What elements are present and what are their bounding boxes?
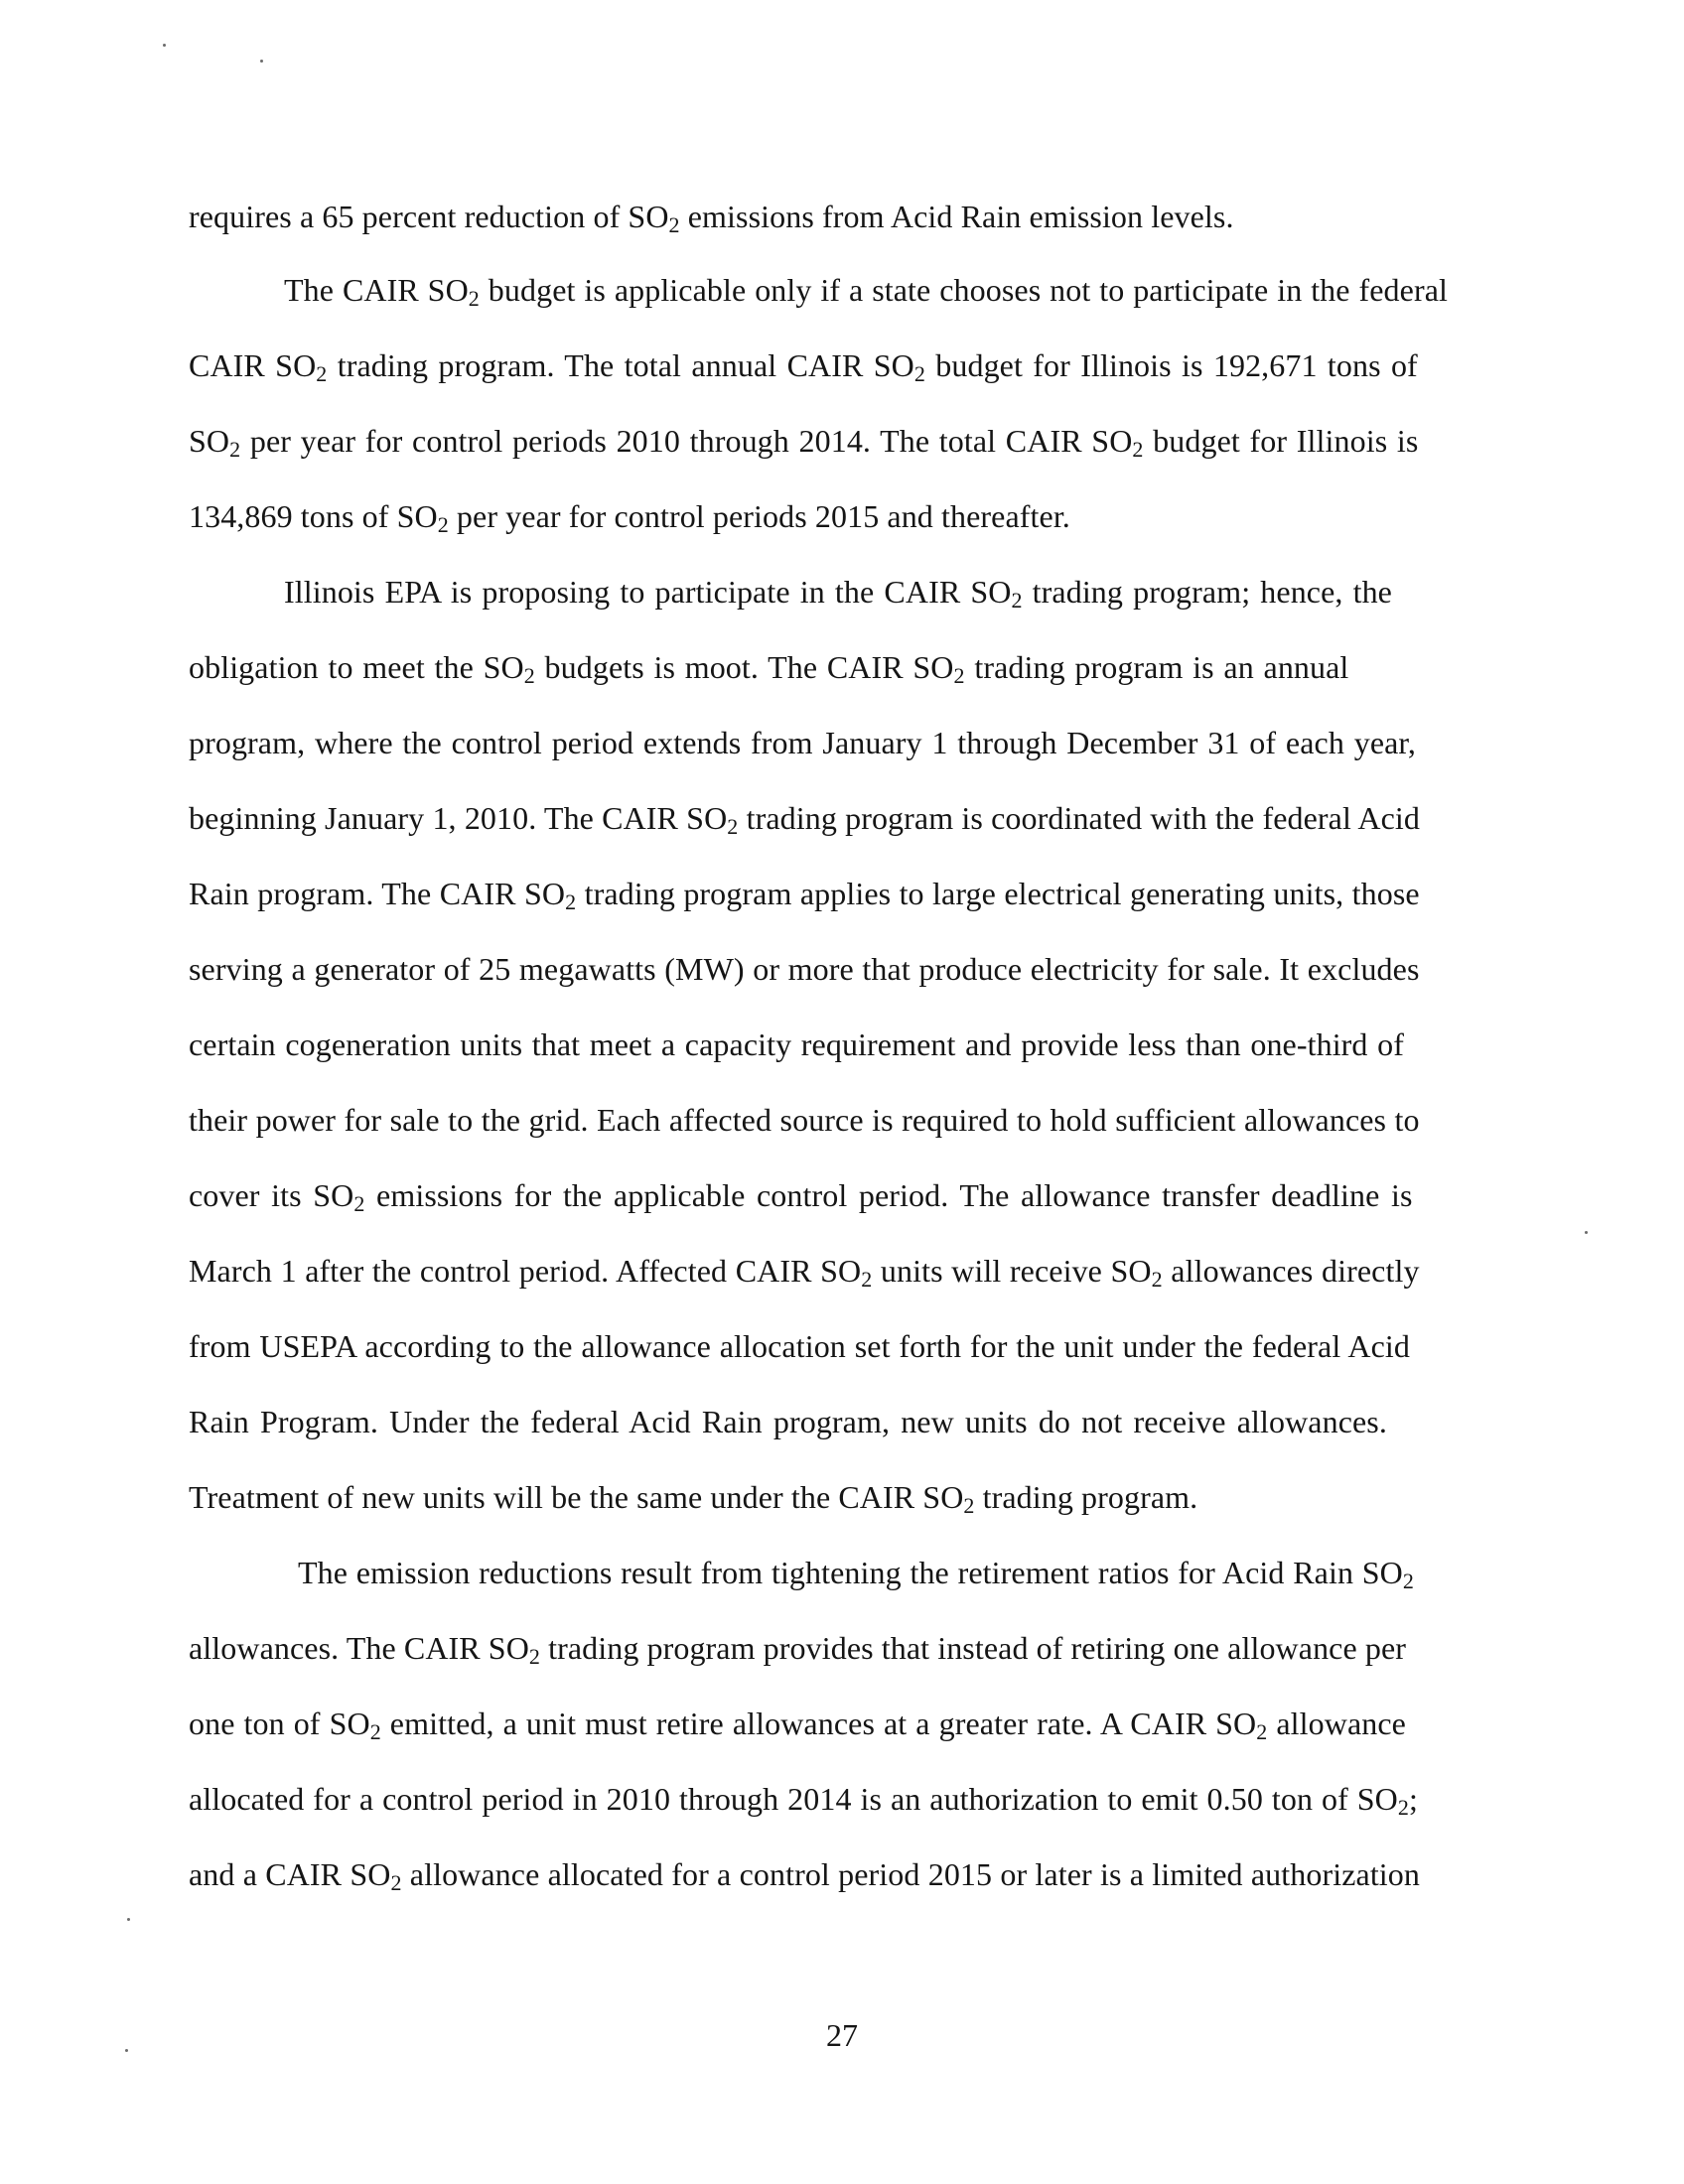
text-line <box>189 798 1420 838</box>
text-run: allowances. The CAIR SO <box>189 1630 529 1666</box>
text-line <box>189 197 1234 236</box>
text-run: allocated for a control period in 2010 through 2014 is an authorization to emit 0.50 ton of SO <box>189 1781 1398 1817</box>
subscript: 2 <box>953 663 965 688</box>
subscript: 2 <box>353 1191 365 1216</box>
text-line <box>189 1477 1197 1517</box>
text-run: allowances directly <box>1162 1253 1420 1289</box>
text-line <box>189 1854 1420 1894</box>
text-line <box>189 345 1418 385</box>
text-run: per year for control periods 2015 and thereafter. <box>448 498 1070 534</box>
text-run: trading program. <box>974 1479 1198 1515</box>
subscript: 2 <box>369 1719 381 1744</box>
text-line <box>284 572 1392 612</box>
subscript: 2 <box>1132 437 1144 462</box>
text-line <box>189 723 1416 762</box>
text-line <box>189 1175 1413 1215</box>
text-run: Rain Program. Under the federal Acid Rain program, new units do not receive allowances. <box>189 1404 1387 1439</box>
page-number: 27 <box>826 2017 858 2053</box>
scan-speck <box>125 2049 128 2052</box>
text-run: certain cogeneration units that meet a capacity requirement and provide less than one-third of <box>189 1026 1404 1062</box>
text-line <box>284 270 1448 310</box>
subscript: 2 <box>528 1644 541 1669</box>
text-run: March 1 after the control period. Affected CAIR SO <box>189 1253 862 1289</box>
text-line <box>189 1704 1406 1743</box>
text-line <box>189 1326 1410 1366</box>
subscript: 2 <box>963 1493 975 1518</box>
text-run: from USEPA according to the allowance allocation set forth for the unit under the federal Acid <box>189 1328 1410 1364</box>
subscript: 2 <box>668 212 680 237</box>
scan-speck <box>127 1918 130 1921</box>
subscript: 2 <box>316 361 328 386</box>
text-run: obligation to meet the SO <box>189 649 524 685</box>
text-line <box>298 1553 1414 1592</box>
text-line <box>189 647 1348 687</box>
text-line <box>189 1402 1387 1441</box>
text-run: CAIR SO <box>189 347 317 383</box>
text-run: allowance allocated for a control period 2015 or later is a limited authorization <box>401 1856 1420 1892</box>
text-line <box>189 949 1420 989</box>
subscript: 2 <box>523 663 535 688</box>
text-run: The CAIR SO <box>284 272 469 308</box>
text-run: budget is applicable only if a state chooses not to participate in the federal <box>479 272 1448 308</box>
text-run: Treatment of new units will be the same under the CAIR SO <box>189 1479 964 1515</box>
subscript: 2 <box>1256 1719 1268 1744</box>
text-run: trading program applies to large electrical generating units, those <box>576 876 1420 911</box>
text-run: The emission reductions result from tightening the retirement ratios for Acid Rain SO <box>298 1555 1403 1590</box>
text-run: budget for Illinois is 192,671 tons of <box>924 347 1418 383</box>
text-run: beginning January 1, 2010. The CAIR SO <box>189 800 728 836</box>
text-line <box>189 1779 1418 1819</box>
scan-speck <box>163 44 166 47</box>
text-line <box>189 1251 1420 1291</box>
text-run: and a CAIR SO <box>189 1856 391 1892</box>
text-line <box>189 1024 1404 1064</box>
text-line <box>189 1100 1420 1140</box>
subscript: 2 <box>727 814 739 839</box>
text-run: their power for sale to the grid. Each affected source is required to hold sufficient allowances to <box>189 1102 1420 1138</box>
scan-speck <box>1585 1231 1588 1234</box>
text-run: program, where the control period extends from January 1 through December 31 of each year, <box>189 725 1416 760</box>
text-run: ; <box>1409 1781 1418 1817</box>
text-run: trading program is coordinated with the federal Acid <box>738 800 1420 836</box>
text-run: budget for Illinois is <box>1143 423 1419 459</box>
text-run: Rain program. The CAIR SO <box>189 876 566 911</box>
text-run: SO <box>189 423 230 459</box>
text-run: trading program; hence, the <box>1022 574 1392 610</box>
text-run: trading program is an annual <box>964 649 1349 685</box>
text-run: emissions for the applicable control period. The allowance transfer deadline is <box>364 1177 1413 1213</box>
text-run: one ton of SO <box>189 1706 370 1741</box>
text-run: Illinois EPA is proposing to participate in the CAIR SO <box>284 574 1012 610</box>
text-run: requires a 65 percent reduction of SO <box>189 199 669 234</box>
text-run: units will receive SO <box>872 1253 1152 1289</box>
text-run: cover its SO <box>189 1177 354 1213</box>
text-line <box>189 1628 1406 1668</box>
subscript: 2 <box>1397 1795 1409 1820</box>
subscript: 2 <box>390 1870 402 1895</box>
scan-speck <box>260 60 263 63</box>
text-line <box>189 421 1418 461</box>
subscript: 2 <box>1151 1267 1163 1292</box>
subscript: 2 <box>1011 588 1023 613</box>
subscript: 2 <box>913 361 925 386</box>
text-run: serving a generator of 25 megawatts (MW) or more that produce electricity for sale. It excludes <box>189 951 1420 987</box>
subscript: 2 <box>1402 1569 1414 1593</box>
subscript: 2 <box>468 286 480 311</box>
subscript: 2 <box>437 512 449 537</box>
text-run: budgets is moot. The CAIR SO <box>534 649 954 685</box>
text-line <box>189 874 1420 913</box>
text-run: trading program. The total annual CAIR SO <box>327 347 914 383</box>
subscript: 2 <box>861 1267 873 1292</box>
text-run: 134,869 tons of SO <box>189 498 438 534</box>
text-run: emitted, a unit must retire allowances at a greater rate. A CAIR SO <box>380 1706 1257 1741</box>
text-run: per year for control periods 2010 through 2014. The total CAIR SO <box>240 423 1133 459</box>
text-run: emissions from Acid Rain emission levels. <box>679 199 1234 234</box>
text-run: trading program provides that instead of retiring one allowance per <box>540 1630 1407 1666</box>
text-line <box>189 496 1070 536</box>
subscript: 2 <box>229 437 241 462</box>
subscript: 2 <box>565 889 577 914</box>
text-run: allowance <box>1267 1706 1406 1741</box>
